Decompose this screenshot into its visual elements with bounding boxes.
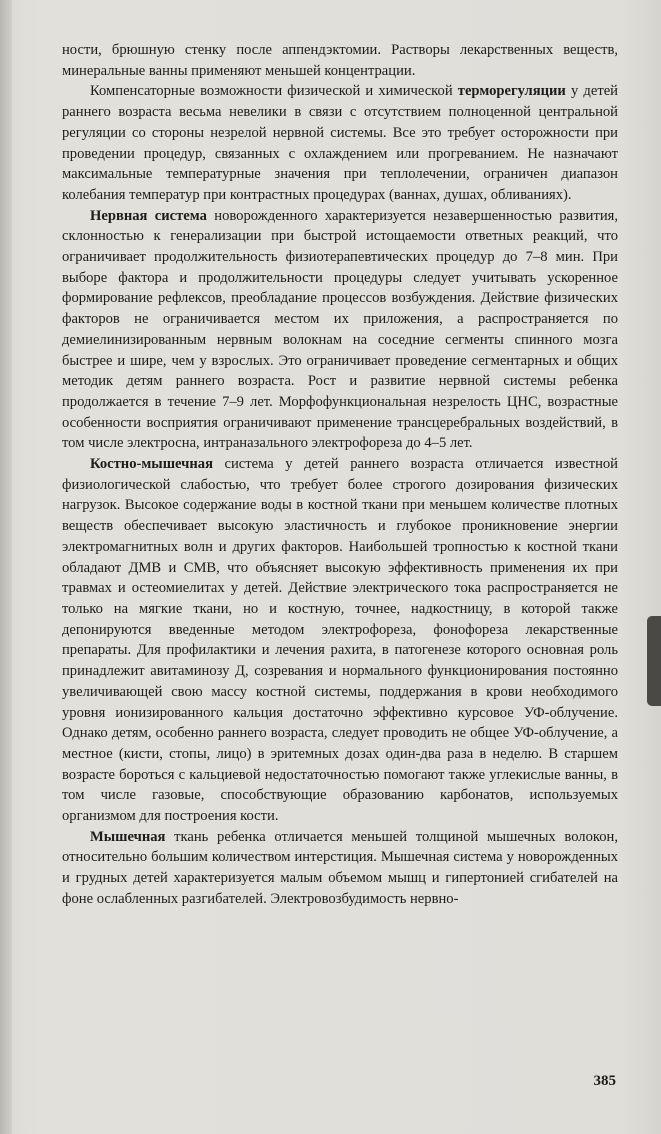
body-text [62,40,618,910]
paragraph-continuation: ности, брюшную стенку после аппендэктомии. Растворы лекарственных веществ, минеральные ванны применяют меньшей концентрации. [62,42,618,79]
page-gutter [0,0,12,1134]
page-number: 385 [593,1073,616,1089]
paragraph-nervous-system: Нервная система новорожденного характеризуется незавершенностью развития, склонностью к генерализации при быстрой истощаемости ответных реакций, что ограничивает продолжительность физиотерапевтических процедур до 7–8 мин. При выборе фактора и продолжительности процедуры следует учитывать ускоренное формирование рефлексов, преобладание процессов возбуждения. Действие физических факторов не ограничивается местом их приложения, а распространяется по демиелинизированным нервным волокнам на соседние сегменты спинного мозга быстрее и шире, чем у взрослых. Это ограничивает проведение сегментарных и общих методик детям раннего возраста. Рост и развитие нервной системы ребенка продолжается в течение 7–9 лет. Морфофункциональная незрелость ЦНС, возрастные особенности восприятия ограничивают применение трансцеребральных воздействий, в том числе электросна, интраназального электрофореза до 4–5 лет. [62,207,618,452]
paragraph-lead: Мышечная [90,828,166,845]
thumb-tab [647,616,661,706]
paragraph-lead: Костно-мышечная [90,456,213,473]
paragraph-lead: Нервная система [90,207,207,224]
paragraph-musculoskeletal: Костно-мышечная система у детей раннего возраста отличается известной физиологической слабостью, что требует более строгого дозирования физических нагрузок. Высокое содержание воды в костной ткани при меньшем количестве плотных веществ обеспечивает высокую эластичность и глубокое проникновение энергии электромагнитных волн и других факторов. Наибольшей тропностью к костной ткани обладают ДМВ и СМВ, что объясняет высокую эффективность применения их при травмах и остеомиелитах у детей. Действие электрического тока распространяется не только на мягкие ткани, но и костную, точнее, надкостницу, в которой также депонируются введенные методом электрофореза, фонофореза лекарственные препараты. Для профилактики и лечения рахита, в патогенезе которого основная роль принадлежит авитаминозу Д, созревания и нормального функционирования постоянно увеличивающей свою массу костной системы, поддержания в крови необходимого уровня ионизированного кальция достаточно эффективно курсовое УФ-облучение. Однако детям, особенно раннего возраста, следует проводить не общее УФ-облучение, а местное (кисти, стопы, лицо) в эритемных дозах один-два раза в неделю. В старшем возрасте бороться с кальциевой недостаточностью помогают также углекислые ванны, в том числе газовые, способствующие образованию карбонатов, используемых организмом для построения кости. [62,456,618,825]
paragraph-thermoregulation: Компенсаторные возможности физической и химической терморегуляции у детей раннего возраста весьма невелики в связи с отсутствием полноценной центральной регуляции со стороны незрелой нервной системы. Все это требует осторожности при проведении процедур, связанных с охлаждением или прогреванием. Не назначают максимальные температурные значения при теплолечении, ограничен диапазон колебания температур при контрастных процедурах (ваннах, душах, обливаниях). [62,83,618,203]
paragraph-muscle: Мышечная ткань ребенка отличается меньшей толщиной мышечных волокон, относительно большим количеством интерстиция. Мышечная система у новорожденных и грудных детей характеризуется малым объемом мышц и гипертонией сгибателей на фоне ослабленных разгибателей. Электровозбудимость нервно- [62,828,618,907]
